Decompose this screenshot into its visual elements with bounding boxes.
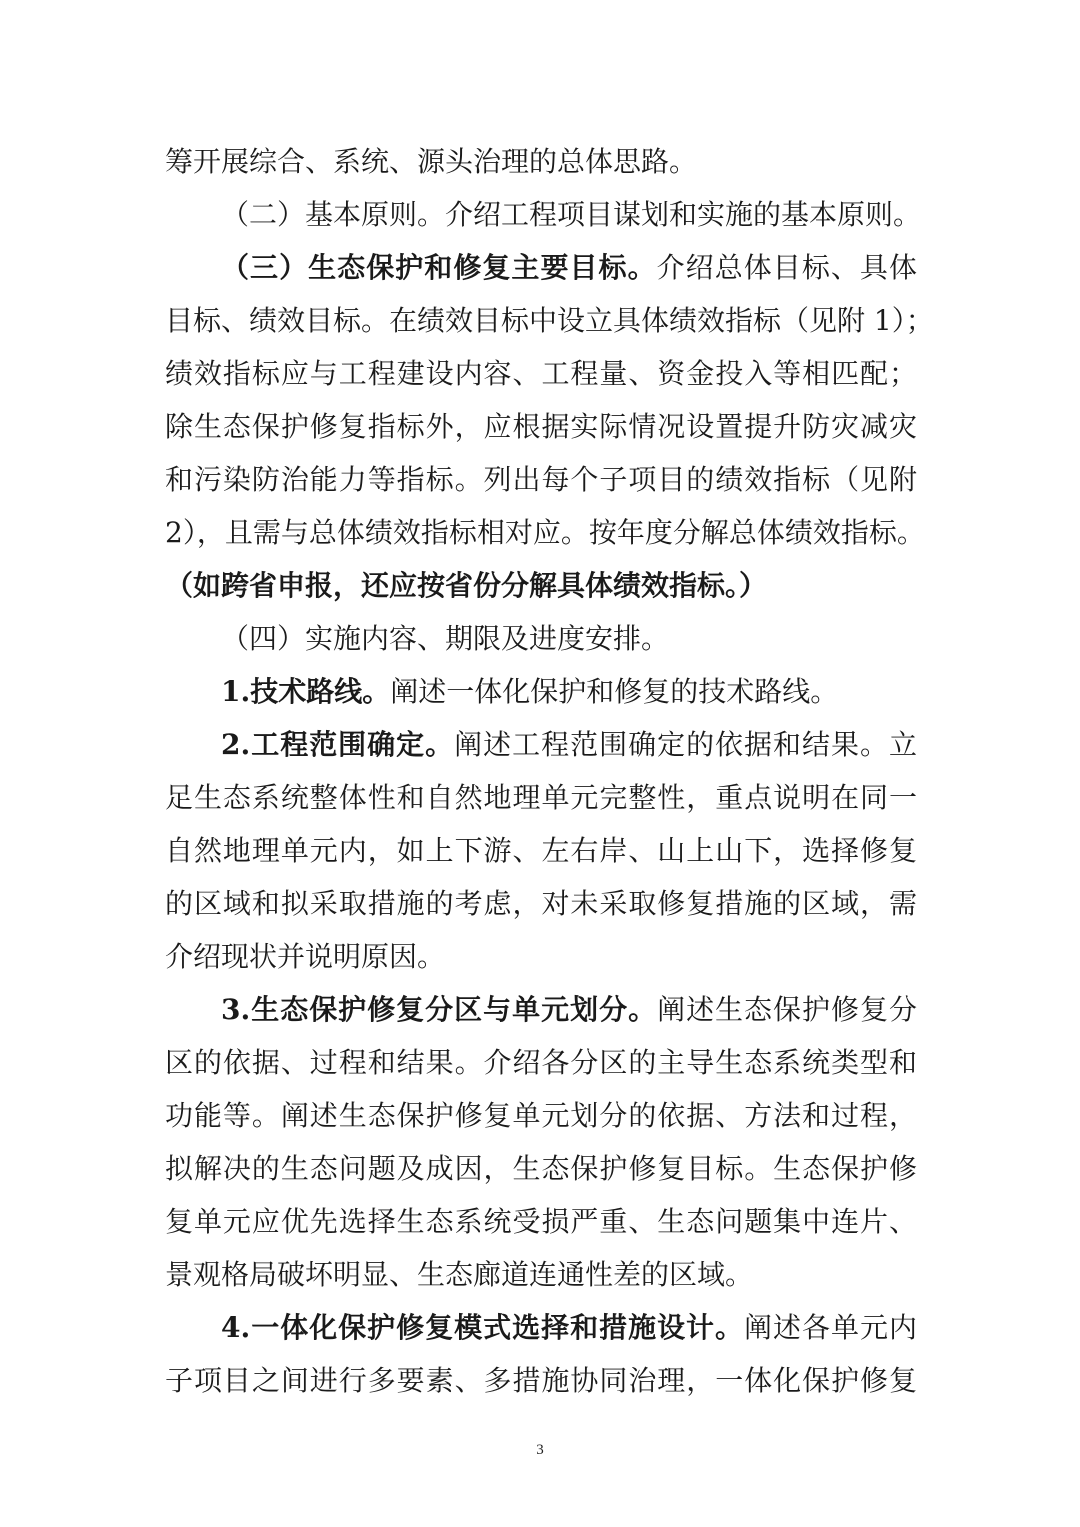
text-line: 拟解决的生态问题及成因，生态保护修复目标。生态保护修 (165, 1152, 917, 1185)
bold-note-line: （如跨省申报，还应按省份分解具体绩效指标。） (165, 569, 768, 602)
text-line: 足生态系统整体性和自然地理单元完整性，重点说明在同一 (165, 781, 917, 814)
section-heading: （三）生态保护和修复主要目标。 (221, 251, 657, 284)
text-line: 区的依据、过程和结果。介绍各分区的主导生态系统类型和 (165, 1046, 917, 1079)
text-line: 介绍现状并说明原因。 (165, 940, 446, 973)
text-line: （三）生态保护和修复主要目标。介绍总体目标、具体 (221, 251, 917, 284)
text-line: 景观格局破坏明显、生态廊道连通性差的区域。 (165, 1258, 754, 1291)
document-body (165, 135, 934, 1407)
page-number: 3 (536, 1442, 544, 1458)
text-line: 1.技术路线。阐述一体化保护和修复的技术路线。 (221, 675, 839, 708)
text-line: 自然地理单元内，如上下游、左右岸、山上山下，选择修复 (165, 834, 917, 867)
text-line: 功能等。阐述生态保护修复单元划分的依据、方法和过程， (165, 1099, 917, 1132)
text-line: 绩效指标应与工程建设内容、工程量、资金投入等相匹配； (165, 357, 917, 390)
text-line: 复单元应优先选择生态系统受损严重、生态问题集中连片、 (165, 1205, 917, 1238)
text-line: 和污染防治能力等指标。列出每个子项目的绩效指标（见附 (165, 463, 917, 496)
section-heading: （四）实施内容、期限及进度安排。 (221, 622, 670, 655)
text-line: 除生态保护修复指标外，应根据实际情况设置提升防灾减灾 (165, 410, 917, 443)
text-line: 目标、绩效目标。在绩效目标中设立具体绩效指标（见附 1）； (165, 304, 934, 337)
subsection-heading: 2.工程范围确定。 (221, 728, 455, 761)
text-line: 2.工程范围确定。阐述工程范围确定的依据和结果。立 (221, 728, 917, 761)
subsection-heading: 1.技术路线。 (221, 675, 391, 708)
section-heading: （二）基本原则。 (221, 198, 446, 231)
text-line: 的区域和拟采取措施的考虑，对未采取修复措施的区域，需 (165, 887, 917, 920)
subsection-heading: 3.生态保护修复分区与单元划分。 (221, 993, 658, 1026)
subsection-heading: 4.一体化保护修复模式选择和措施设计。 (221, 1311, 745, 1344)
text-line: 4.一体化保护修复模式选择和措施设计。阐述各单元内 (221, 1311, 917, 1344)
text-line: （二）基本原则。介绍工程项目谋划和实施的基本原则。 (221, 198, 922, 231)
text-line: 2），且需与总体绩效指标相对应。按年度分解总体绩效指标。 (165, 516, 925, 549)
text-line: 子项目之间进行多要素、多措施协同治理，一体化保护修复 (165, 1364, 917, 1397)
text-line: 筹开展综合、系统、源头治理的总体思路。 (165, 145, 698, 178)
text-line: 3.生态保护修复分区与单元划分。阐述生态保护修复分 (221, 993, 917, 1026)
